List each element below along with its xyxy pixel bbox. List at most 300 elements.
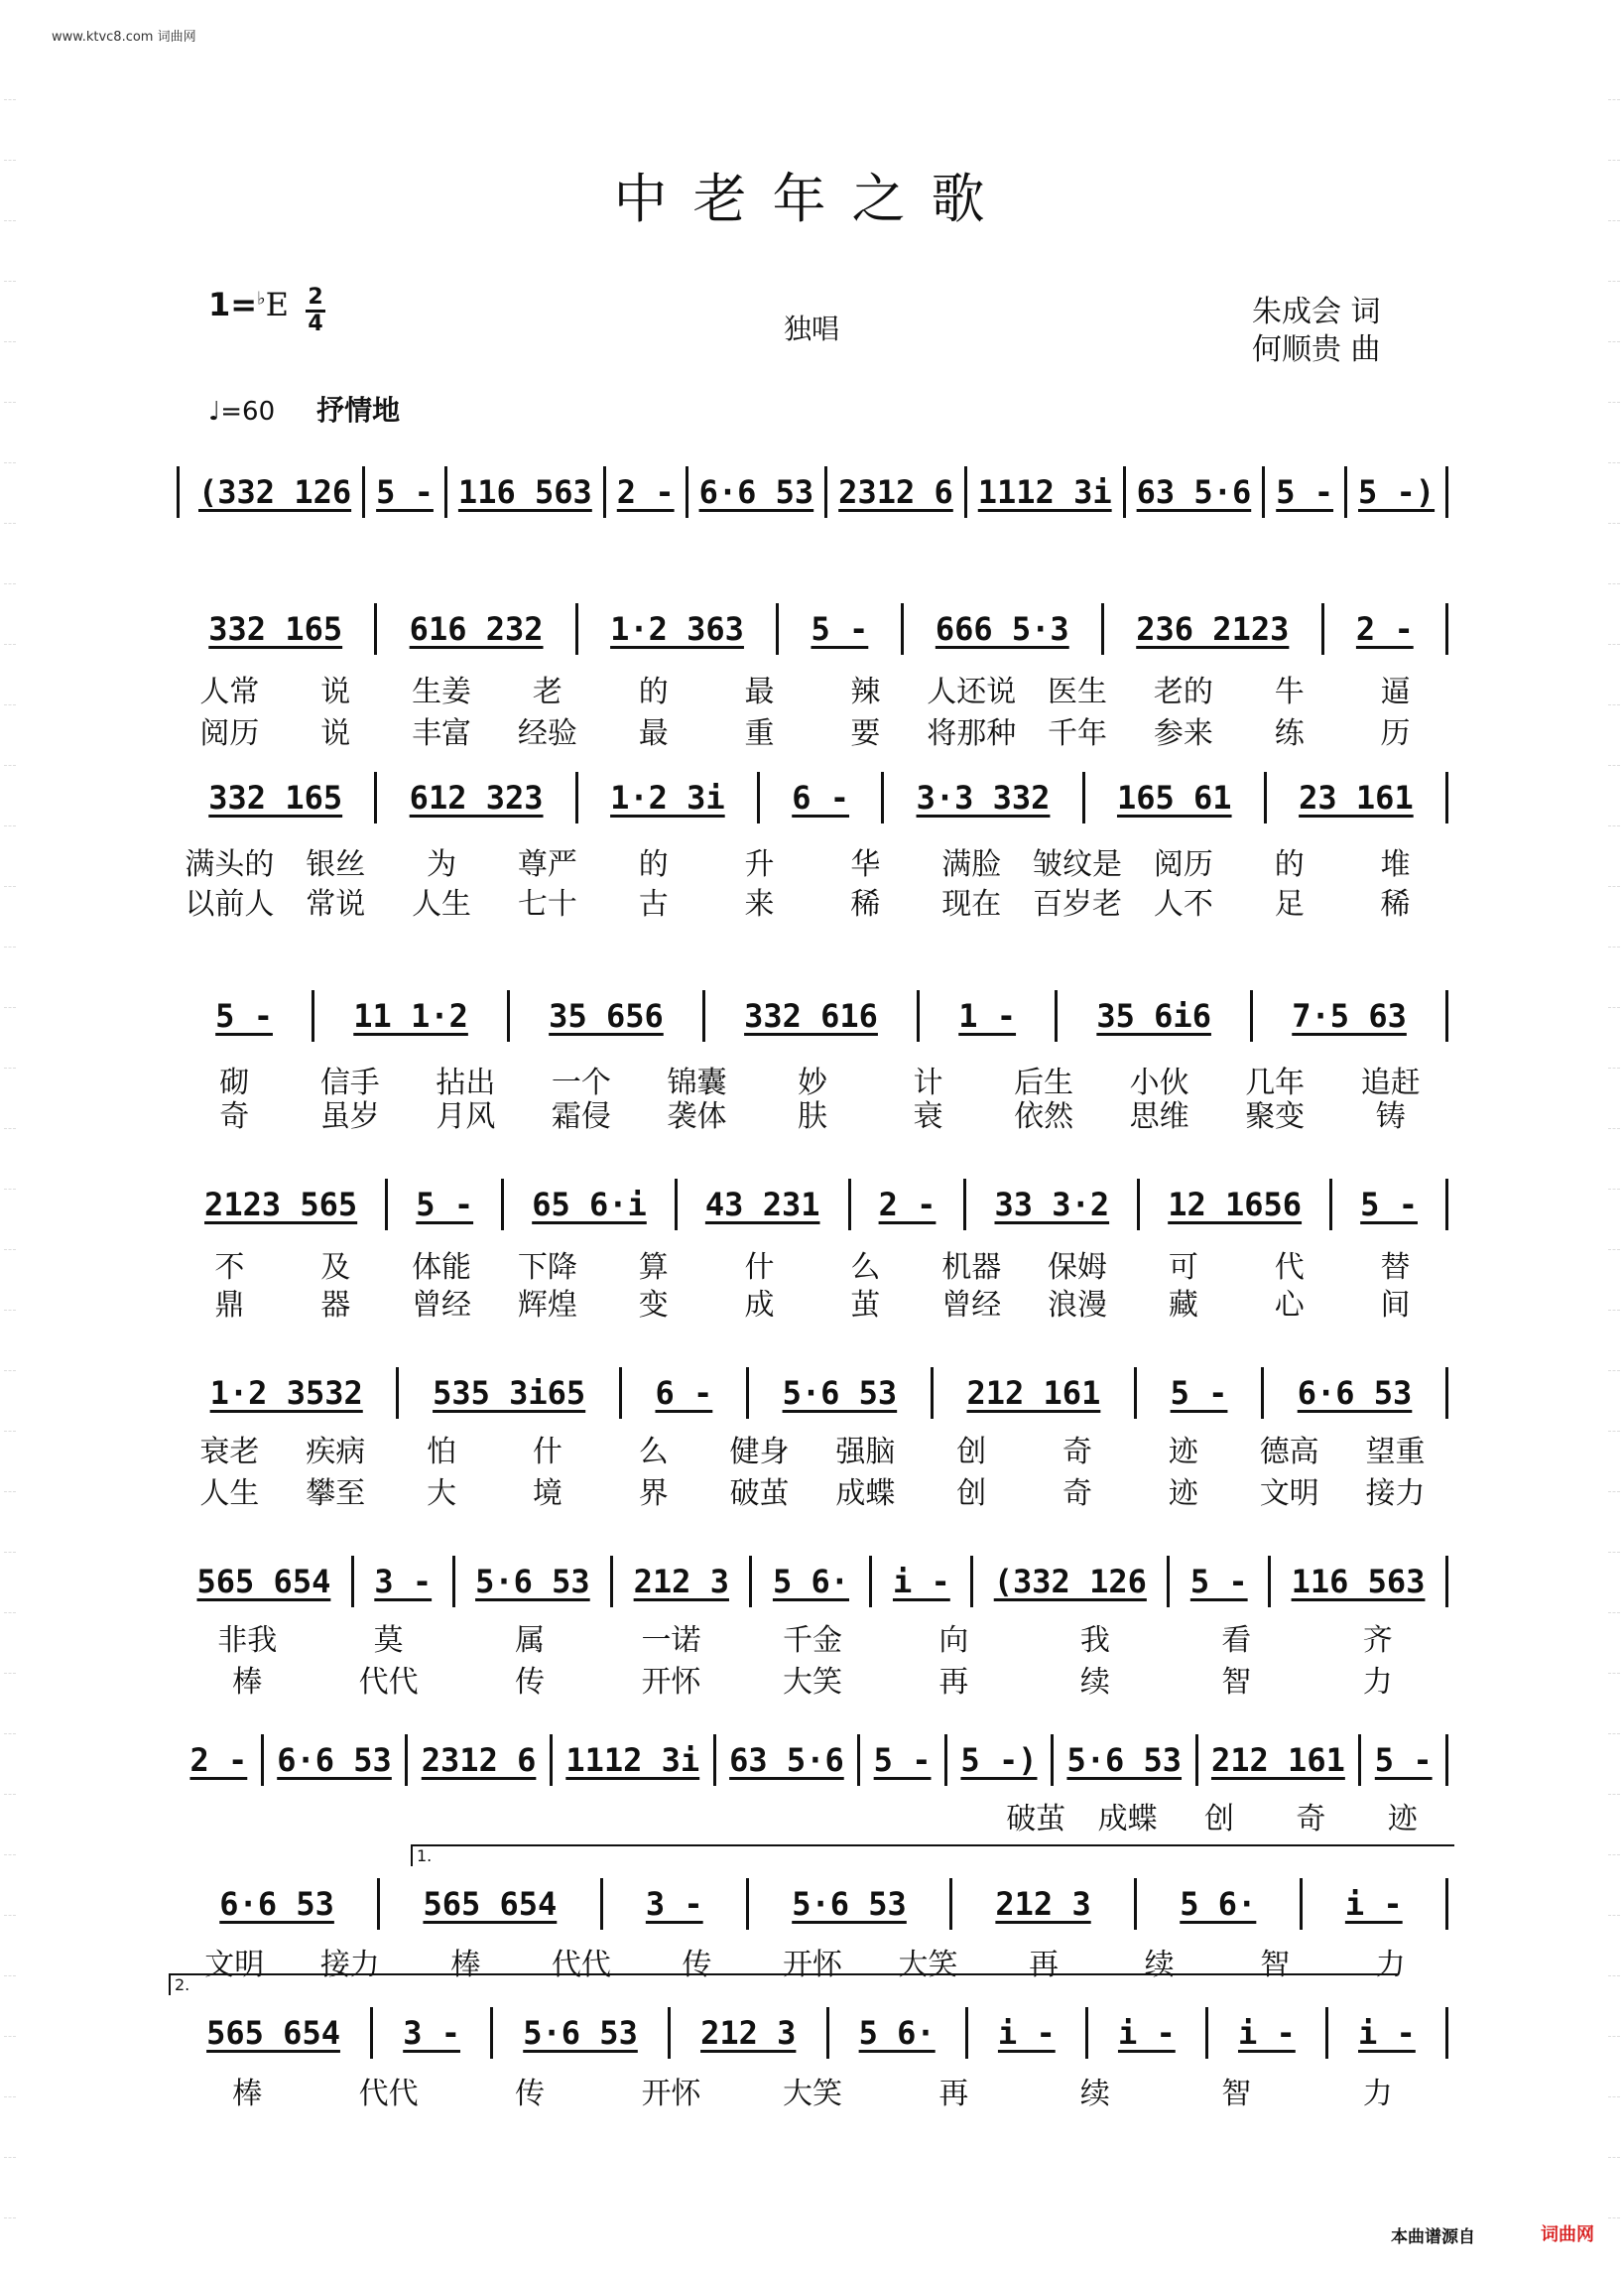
- measure: [1198, 1736, 1359, 1784]
- watermark-cell: [1608, 1311, 1620, 1371]
- notation-line: [177, 992, 1448, 1040]
- measure: [671, 2009, 826, 2057]
- lyric-syllable: 再: [938, 2077, 969, 2111]
- note-group: 2 -: [1355, 610, 1414, 648]
- music-system: [177, 992, 1448, 1141]
- lyric-syllable: 望重: [1365, 1435, 1426, 1469]
- measure: [760, 774, 881, 822]
- lyric-syllable: 续: [1079, 1665, 1110, 1700]
- lyric-syllable: 大: [427, 1476, 457, 1511]
- lyric-syllable: 七十: [517, 887, 577, 922]
- measure: [904, 605, 1101, 653]
- note-group: 212 3: [700, 2014, 797, 2052]
- lyric-syllable: 不: [214, 1250, 245, 1285]
- note-group: 116 563: [457, 473, 592, 511]
- note-group: i -: [892, 1563, 950, 1600]
- barline: [1445, 603, 1448, 655]
- lyric-syllable: 将那种: [927, 716, 1017, 751]
- watermark-cell: [1608, 1432, 1620, 1492]
- watermark-cell: [1608, 2158, 1620, 2218]
- left-margin-watermark: [4, 40, 16, 2252]
- note-group: 332 165: [208, 610, 343, 648]
- lyric-syllable: 华: [850, 847, 881, 882]
- watermark-cell: [1608, 524, 1620, 584]
- watermark-cell: [4, 645, 16, 705]
- watermark-cell: [4, 948, 16, 1008]
- measure: [1267, 774, 1445, 822]
- measure: [578, 774, 757, 822]
- lyric-syllable: 替: [1380, 1250, 1411, 1285]
- lyric-syllable: 一个: [551, 1066, 611, 1100]
- barline: [1445, 2007, 1448, 2059]
- note-group: 63 5·6: [1136, 473, 1252, 511]
- watermark-cell: [1608, 1976, 1620, 2037]
- lyric-syllable: 奇: [1062, 1435, 1093, 1469]
- lyric-syllable: 重: [744, 716, 775, 751]
- measure: [365, 468, 444, 516]
- watermark-cell: [1608, 1855, 1620, 1916]
- lyric-syllable: 非我: [217, 1623, 278, 1658]
- lyric-verse-1: [177, 1615, 1448, 1659]
- lyric-syllable: 茧: [850, 1288, 881, 1323]
- measure: [860, 1736, 944, 1784]
- watermark-cell: [4, 282, 16, 342]
- tempo-marking: ♩=60 抒情地: [208, 394, 401, 427]
- note-group: 6·6 53: [219, 1885, 334, 1923]
- barline: [1445, 1734, 1448, 1786]
- lyric-syllable: 健身: [729, 1435, 790, 1469]
- measure: [553, 1736, 713, 1784]
- lyric-syllable: 开怀: [783, 1948, 842, 1982]
- note-group: 35 6i6: [1096, 997, 1211, 1035]
- music-system: [177, 468, 1448, 617]
- lyric-syllable: 心: [1274, 1288, 1305, 1323]
- note-group: 1·2 363: [610, 610, 744, 648]
- key-signature: 1=♭E: [208, 286, 289, 323]
- lyric-syllable: 成: [744, 1288, 775, 1323]
- lyric-syllable: 追赶: [1360, 1066, 1421, 1100]
- music-system: [177, 1558, 1448, 1707]
- lyric-syllable: 的: [638, 847, 669, 882]
- note-group: 616 232: [409, 610, 544, 648]
- lyric-syllable: 续: [1079, 2077, 1110, 2111]
- lyric-syllable: 袭体: [667, 1099, 727, 1134]
- right-margin-watermark: [1608, 40, 1620, 2252]
- note-group: 565 654: [196, 1563, 331, 1600]
- watermark-cell: [1608, 948, 1620, 1008]
- lyric-syllable: 再: [1029, 1948, 1060, 1982]
- lyric-syllable: 人生: [412, 887, 472, 922]
- watermark-cell: [1608, 1613, 1620, 1674]
- note-group: 3 -: [374, 1563, 433, 1600]
- lyric-syllable: 开怀: [641, 1665, 701, 1700]
- watermark-cell: [4, 1069, 16, 1129]
- watermark-cell: [4, 1492, 16, 1553]
- note-group: 5·6 53: [782, 1374, 898, 1412]
- lyric-syllable: 德高: [1259, 1435, 1319, 1469]
- lyric-syllable: 棒: [232, 1665, 263, 1700]
- lyric-syllable: 续: [1144, 1948, 1175, 1982]
- lyric-verse-2: [177, 1468, 1448, 1512]
- lyric-syllable: 莫: [373, 1623, 404, 1658]
- note-group: 5·6 53: [792, 1885, 907, 1923]
- lyric-syllable: 大笑: [782, 1665, 842, 1700]
- note-group: 5 -: [1170, 1374, 1228, 1412]
- watermark-cell: [1608, 766, 1620, 826]
- note-group: 65 6·i: [532, 1186, 647, 1223]
- watermark-cell: [1608, 1674, 1620, 1734]
- watermark-cell: [4, 887, 16, 948]
- volta-bracket: 2.: [169, 1973, 1399, 1995]
- barline: [1445, 466, 1448, 518]
- time-signature: 2 4: [306, 286, 325, 336]
- note-group: (332 126: [198, 473, 352, 511]
- measure: [1303, 1880, 1445, 1928]
- performance-style: 独唱: [784, 313, 840, 345]
- measure: [177, 992, 312, 1040]
- composer: 何顺贵 曲: [1252, 332, 1381, 367]
- lyric-syllable: 棒: [450, 1948, 481, 1982]
- measure: [934, 1369, 1134, 1417]
- lyric-syllable: 升: [744, 847, 775, 882]
- note-group: 5 -: [811, 610, 869, 648]
- watermark-cell: [4, 40, 16, 100]
- lyric-syllable: 曾经: [412, 1288, 472, 1323]
- lyric-syllable: 砌: [219, 1066, 250, 1100]
- watermark-cell: [1608, 2097, 1620, 2158]
- note-group: 5 6·: [858, 2014, 936, 2052]
- lyric-syllable: 稀: [850, 887, 881, 922]
- measure: [1264, 1369, 1445, 1417]
- note-group: i -: [1358, 2014, 1416, 2052]
- note-group: 5 -: [1276, 473, 1334, 511]
- measure: [1137, 1880, 1300, 1928]
- measure: [1253, 992, 1445, 1040]
- watermark-cell: [1608, 40, 1620, 100]
- measure: [177, 605, 374, 653]
- lyric-syllable: 来: [744, 887, 775, 922]
- lyric-syllable: 人生: [199, 1476, 260, 1511]
- measure: [1054, 1736, 1195, 1784]
- lyric-syllable: 说: [320, 675, 351, 709]
- note-group: i -: [1344, 1885, 1403, 1923]
- watermark-cell: [4, 1976, 16, 2037]
- measure: [749, 1369, 931, 1417]
- note-group: 5 -: [873, 1741, 932, 1779]
- lyric-syllable: 聚变: [1245, 1099, 1306, 1134]
- lyric-syllable: 传: [682, 1948, 712, 1982]
- lyric-syllable: 练: [1274, 716, 1305, 751]
- note-group: 1·2 3i: [610, 779, 725, 817]
- note-group: 1112 3i: [977, 473, 1112, 511]
- measure: [388, 1181, 501, 1228]
- note-group: 5 -: [1189, 1563, 1248, 1600]
- lyric-syllable: 衰: [913, 1099, 943, 1134]
- footer-brand-logo[interactable]: 词曲网: [1541, 2224, 1594, 2245]
- measure: [827, 468, 964, 516]
- measure: [779, 605, 900, 653]
- lyric-syllable: 力: [1375, 1948, 1406, 1982]
- lyric-syllable: 奇: [219, 1099, 250, 1134]
- lyric-syllable: 老的: [1153, 675, 1213, 709]
- lyric-syllable: 智: [1221, 1665, 1252, 1700]
- lyric-syllable: 什: [532, 1435, 562, 1469]
- watermark-cell: [1608, 463, 1620, 524]
- measure: [705, 992, 917, 1040]
- note-group: i -: [1237, 2014, 1296, 2052]
- note-group: 212 161: [966, 1374, 1101, 1412]
- measure: [851, 1181, 964, 1228]
- lyric-syllable: 怕: [427, 1435, 457, 1469]
- watermark-cell: [4, 1613, 16, 1674]
- lyric-verse-2: [177, 1091, 1448, 1135]
- watermark-cell: [1608, 100, 1620, 161]
- lyricist: 朱成会 词: [1252, 295, 1381, 329]
- note-group: 565 654: [206, 2014, 340, 2052]
- lyric-syllable: 信手: [319, 1066, 380, 1100]
- watermark-cell: [1608, 887, 1620, 948]
- watermark-cell: [4, 705, 16, 766]
- measure: [603, 1880, 746, 1928]
- measure: [1085, 774, 1264, 822]
- note-group: 3 -: [403, 2014, 460, 2052]
- lyric-verse-2: [177, 708, 1448, 752]
- lyric-syllable: 可: [1168, 1250, 1198, 1285]
- measure: [377, 774, 574, 822]
- measure: [606, 468, 686, 516]
- lyric-verse-1: [177, 1427, 1448, 1470]
- lyric-syllable: 机器: [941, 1250, 1002, 1285]
- note-group: 33 3·2: [994, 1186, 1110, 1223]
- lyric-syllable: 疾病: [306, 1435, 366, 1469]
- notation-line: [177, 1736, 1448, 1784]
- lyric-syllable: 阅历: [199, 716, 260, 751]
- lyric-syllable: 界: [638, 1476, 669, 1511]
- barline: [1445, 1556, 1448, 1607]
- note-group: 2312 6: [838, 473, 953, 511]
- note-group: 5 -): [1358, 473, 1436, 511]
- measure: [578, 605, 776, 653]
- lyric-syllable: 满脸: [941, 847, 1002, 882]
- lyric-syllable: 现在: [941, 887, 1002, 922]
- lyric-syllable: 力: [1362, 1665, 1393, 1700]
- measure: [1332, 1181, 1445, 1228]
- lyric-syllable: 大笑: [898, 1948, 958, 1982]
- note-group: 43 231: [704, 1186, 820, 1223]
- lyric-syllable: 代: [1274, 1250, 1305, 1285]
- note-group: 666 5·3: [935, 610, 1069, 648]
- measure: [264, 1736, 406, 1784]
- watermark-cell: [4, 766, 16, 826]
- lyric-syllable: 境: [532, 1476, 562, 1511]
- lyric-syllable: 的: [638, 675, 669, 709]
- note-group: 6·6 53: [1297, 1374, 1413, 1412]
- lyric-syllable: 迹: [1168, 1476, 1198, 1511]
- note-group: 12 1656: [1168, 1186, 1303, 1223]
- lyric-syllable: 要: [850, 716, 881, 751]
- watermark-cell: [1608, 342, 1620, 403]
- watermark-cell: [1608, 1916, 1620, 1976]
- notation-line: [177, 1369, 1448, 1417]
- measure: [408, 1736, 550, 1784]
- measure: [314, 992, 507, 1040]
- note-group: 2312 6: [421, 1741, 537, 1779]
- site-header[interactable]: www.ktvc8.com 词曲网: [52, 30, 196, 45]
- lyric-syllable: 传: [515, 2077, 546, 2111]
- lyric-syllable: 齐: [1362, 1623, 1393, 1658]
- watermark-cell: [1608, 1190, 1620, 1250]
- measure: [829, 2009, 965, 2057]
- measure: [1271, 1558, 1445, 1605]
- measure: [447, 468, 603, 516]
- lyric-syllable: 间: [1380, 1288, 1411, 1323]
- lyric-syllable: 下降: [517, 1250, 577, 1285]
- watermark-cell: [4, 1190, 16, 1250]
- lyric-syllable: 古: [638, 887, 669, 922]
- lyric-syllable: 藏: [1168, 1288, 1198, 1323]
- note-group: (332 126: [993, 1563, 1147, 1600]
- lyric-syllable: 以前人: [185, 887, 275, 922]
- measure: [177, 2009, 370, 2057]
- lyric-syllable: 稀: [1380, 887, 1411, 922]
- lyric-syllable: 迹: [1387, 1802, 1418, 1836]
- lyric-syllable: 么: [850, 1250, 881, 1285]
- lyric-syllable: 接力: [319, 1948, 380, 1982]
- footer-source: 本曲谱源自: [1391, 2227, 1475, 2247]
- watermark-cell: [4, 403, 16, 463]
- note-group: 2 -: [616, 473, 675, 511]
- lyric-syllable: 智: [1221, 2077, 1252, 2111]
- credits: [1252, 294, 1381, 369]
- measure: [177, 1736, 261, 1784]
- note-group: 5·6 53: [1066, 1741, 1183, 1779]
- expression: 抒情地: [316, 394, 401, 427]
- lyric-syllable: 满头的: [185, 847, 275, 882]
- measure: [952, 1880, 1134, 1928]
- watermark-cell: [1608, 1250, 1620, 1311]
- lyric-syllable: 破茧: [1006, 1802, 1066, 1836]
- note-group: 6·6 53: [698, 473, 814, 511]
- note-group: 332 165: [208, 779, 343, 817]
- lyric-syllable: 代代: [551, 1948, 611, 1982]
- lyric-syllable: 代代: [358, 1665, 419, 1700]
- measure: [380, 1880, 599, 1928]
- lyric-syllable: 牛: [1274, 675, 1305, 709]
- watermark-cell: [4, 1250, 16, 1311]
- lyric-syllable: 说: [320, 716, 351, 751]
- lyric-syllable: 经验: [517, 716, 577, 751]
- measure: [1170, 1558, 1268, 1605]
- lyric-syllable: 创: [956, 1435, 987, 1469]
- measure: [1328, 2009, 1445, 2057]
- note-group: 5 -: [1360, 1186, 1418, 1223]
- measure: [967, 468, 1123, 516]
- measure: [622, 1369, 746, 1417]
- lyric-syllable: 人常: [199, 675, 260, 709]
- lyric-syllable: 依然: [1014, 1099, 1074, 1134]
- watermark-cell: [1608, 282, 1620, 342]
- measure: [920, 992, 1055, 1040]
- lyric-syllable: 曾经: [941, 1288, 1002, 1323]
- measure: [716, 1736, 858, 1784]
- watermark-cell: [1608, 705, 1620, 766]
- measure: [177, 1558, 351, 1605]
- note-group: 23 161: [1299, 779, 1414, 817]
- lyric-syllable: 看: [1221, 1623, 1252, 1658]
- note-group: 212 3: [995, 1885, 1091, 1923]
- lyric-syllable: 强脑: [835, 1435, 896, 1469]
- lyric-syllable: 堆: [1380, 847, 1411, 882]
- measure: [377, 605, 574, 653]
- lyric-syllable: 迹: [1168, 1435, 1198, 1469]
- lyric-syllable: 辉煌: [517, 1288, 577, 1323]
- lyric-syllable: 历: [1380, 716, 1411, 751]
- watermark-cell: [4, 1371, 16, 1432]
- lyric-syllable: 拈出: [436, 1066, 496, 1100]
- watermark-cell: [1608, 1492, 1620, 1553]
- music-system: [175, 1975, 1448, 2158]
- measure: [187, 468, 362, 516]
- watermark-cell: [4, 1674, 16, 1734]
- measure: [1058, 992, 1250, 1040]
- watermark-cell: [4, 463, 16, 524]
- lyric-syllable: 我: [1079, 1623, 1110, 1658]
- lyric-syllable: 妙: [798, 1066, 827, 1100]
- watermark-cell: [4, 2158, 16, 2218]
- lyric-syllable: 创: [956, 1476, 987, 1511]
- note-group: 565 654: [423, 1885, 558, 1923]
- repeat-start-barline: [177, 466, 187, 518]
- lyric-syllable: 什: [744, 1250, 775, 1285]
- lyric-syllable: 思维: [1129, 1099, 1189, 1134]
- note-group: 3·3 332: [916, 779, 1051, 817]
- note-group: 5 -: [376, 473, 434, 511]
- lyric-syllable: 千年: [1048, 716, 1108, 751]
- lyric-syllable: 成蝶: [1097, 1802, 1158, 1836]
- music-system: [177, 1181, 1448, 1329]
- lyric-syllable: 攀至: [306, 1476, 366, 1511]
- note-group: 6 -: [792, 779, 850, 817]
- watermark-cell: [4, 584, 16, 645]
- lyric-syllable: 逼: [1380, 675, 1411, 709]
- lyric-syllable: 辣: [850, 675, 881, 709]
- measure: [177, 1369, 396, 1417]
- lyric-syllable: 银丝: [306, 847, 366, 882]
- watermark-cell: [1608, 1734, 1620, 1795]
- lyric-syllable: 老: [532, 675, 562, 709]
- barline: [1445, 1367, 1448, 1419]
- lyric-syllable: 小伙: [1129, 1066, 1189, 1100]
- measure: [1265, 468, 1344, 516]
- lyric-syllable: 锦囊: [667, 1066, 727, 1100]
- lyric-syllable: 么: [638, 1435, 669, 1469]
- lyric-syllable: 人不: [1153, 887, 1213, 922]
- note-group: 7·5 63: [1292, 997, 1407, 1035]
- lyric-syllable: 衰老: [199, 1435, 260, 1469]
- song-title: 中老年之歌: [613, 168, 1011, 230]
- barline: [1445, 990, 1448, 1042]
- measure: [510, 992, 702, 1040]
- notation-line: [177, 1558, 1448, 1605]
- note-group: 1 -: [958, 997, 1017, 1035]
- measure: [493, 2009, 668, 2057]
- lyric-syllable: 奇: [1296, 1802, 1326, 1836]
- lyric-syllable: 向: [938, 1623, 969, 1658]
- measure: [1104, 605, 1321, 653]
- watermark-cell: [1608, 1008, 1620, 1069]
- measure: [1137, 1369, 1261, 1417]
- barline: [1445, 1878, 1448, 1930]
